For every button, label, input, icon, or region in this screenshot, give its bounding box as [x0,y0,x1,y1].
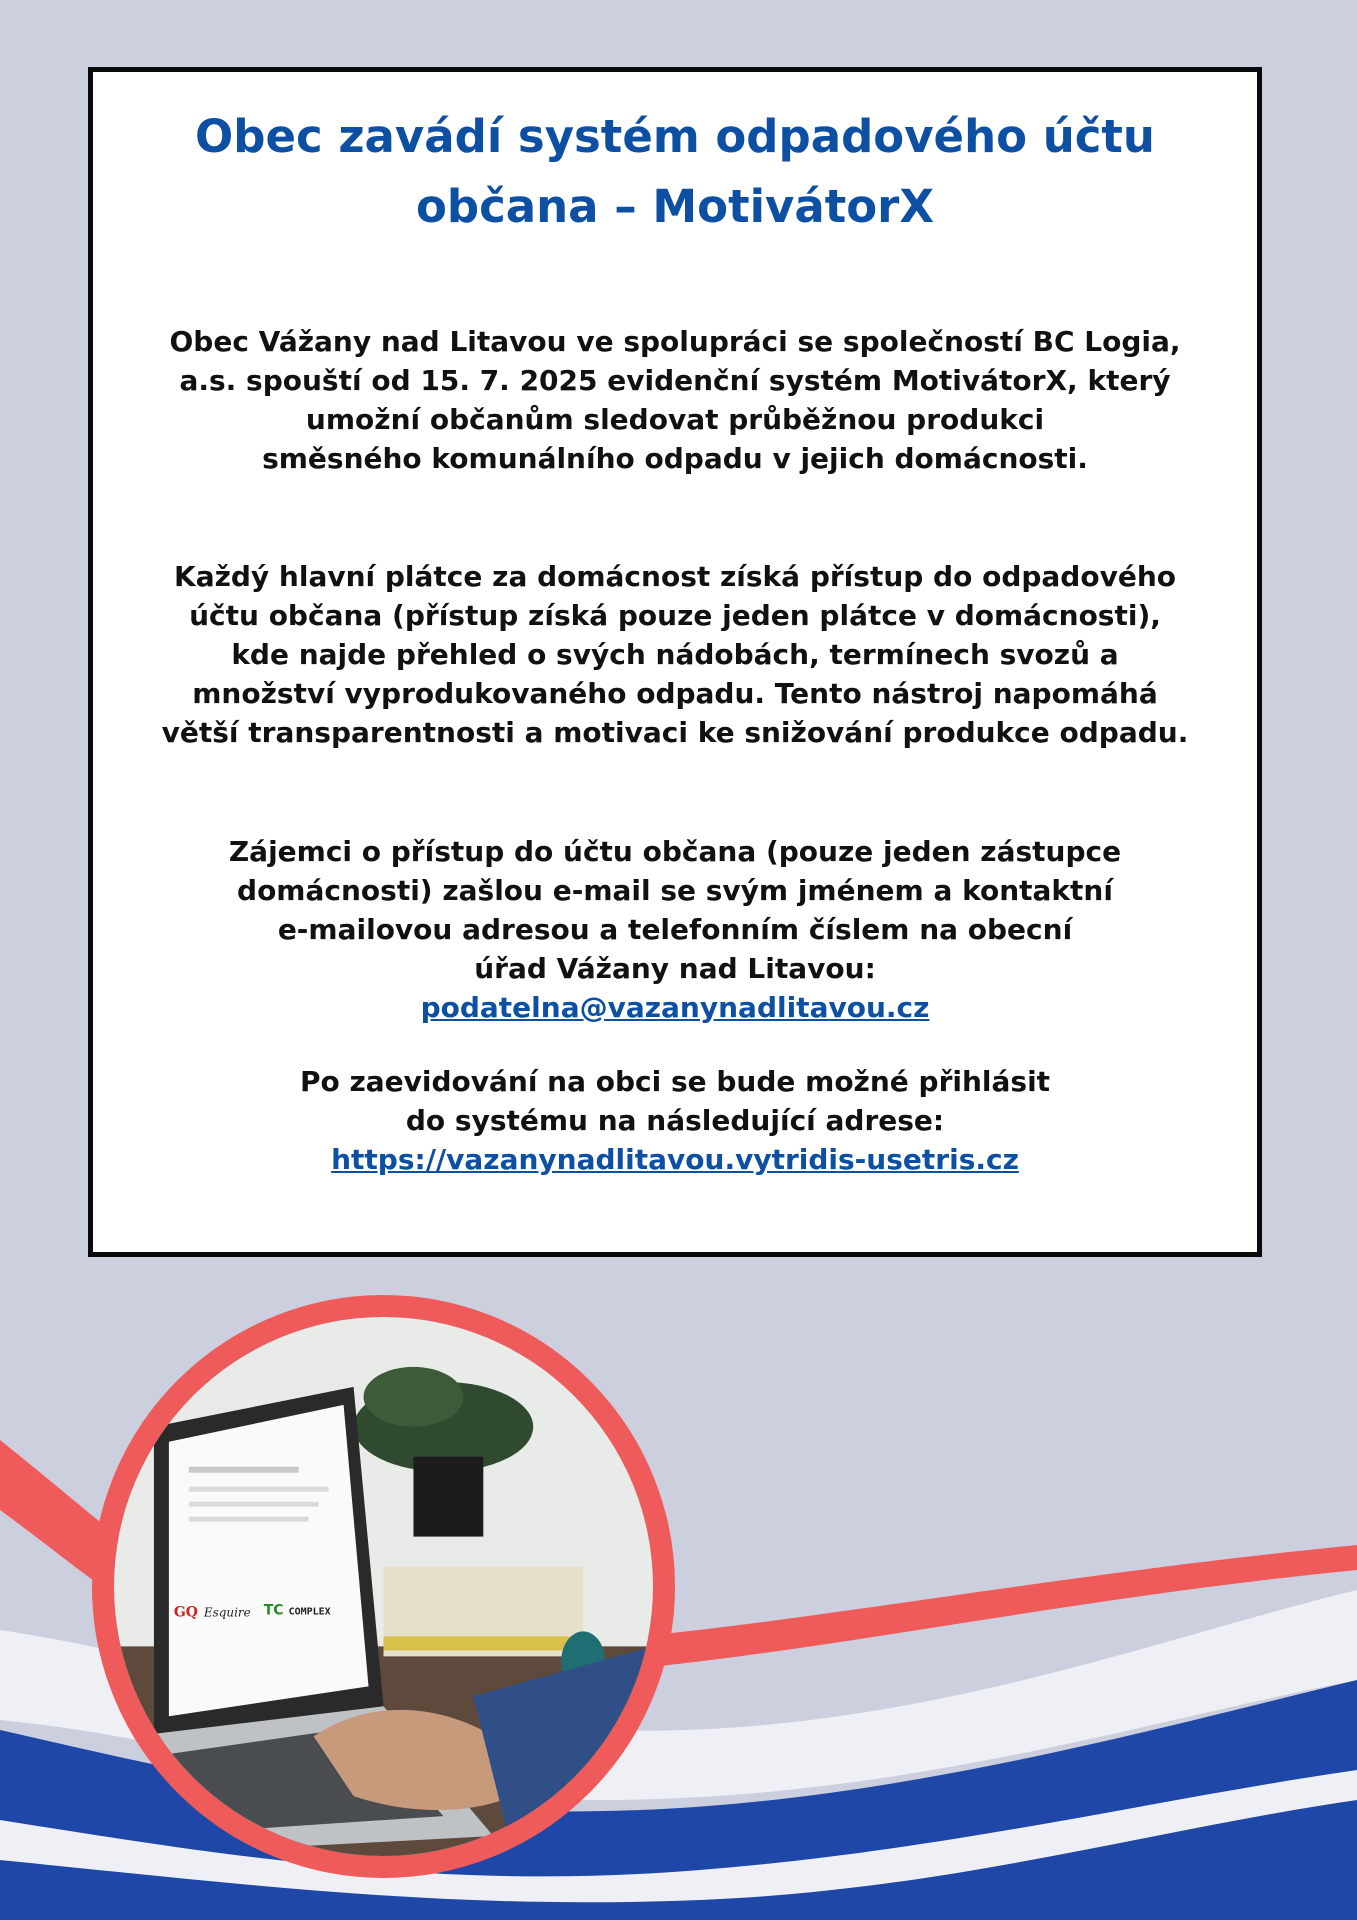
logo-gq: GQ [173,1604,198,1621]
text-fragment: úřad Vážany nad Litavou: [474,952,876,985]
laptop-screen [169,1405,369,1716]
text-line: účtu občana (přístup získá pouze jeden plátce v domácnosti), [189,599,1161,632]
text-line: a.s. spouští od 15. 7. 2025 evidenční systém MotivátorX, který [179,364,1171,397]
text-line: e-mailovou adresou a telefonním číslem na obecní [277,913,1073,946]
text-line: množství vyprodukovaného odpadu. Tento nástroj napomáhá [192,677,1158,710]
email-link[interactable]: podatelna@vazanynadlitavou.cz [420,991,930,1024]
text-line: umožní občanům sledovat průběžnou produkci [305,403,1045,436]
screen-text-block [189,1517,309,1522]
page-title [93,102,1257,242]
text-line: směsného komunálního odpadu v jejich domácnosti. [262,442,1088,475]
text-line: Po zaevidování na obci se bude možné přihlásit [299,1065,1051,1098]
paragraph-intro [93,322,1257,478]
plant-pot [413,1457,483,1537]
book-stack-edge [384,1636,584,1650]
laptop-photo [92,1295,675,1878]
plant-leaves [364,1367,464,1427]
logo-esquire: Esquire [203,1605,251,1620]
logo-tc: TC [263,1602,284,1619]
text-line: Každý hlavní plátce za domácnost získá přístup do odpadového [174,560,1176,593]
system-url-link[interactable]: https://vazanynadlitavou.vytridis-usetris.cz [331,1143,1019,1176]
paragraph-request [93,832,1257,1027]
text-line: domácnosti) zašlou e-mail se svým jménem a kontaktní [237,874,1113,907]
screen-text-block [189,1487,329,1492]
title-line-2: občana – MotivátorX [415,180,935,233]
laptop-photo-illustration [114,1317,653,1856]
text-line: větší transparentnosti a motivaci ke snižování produkce odpadu. [161,716,1189,749]
logo-complex: COMPLEX [288,1606,331,1618]
screen-text-block [189,1502,319,1507]
text-line: kde najde přehled o svých nádobách, termínech svozů a [231,638,1119,671]
text-line-with-email [93,949,1257,1027]
announcement-card [88,67,1262,1257]
paragraph-access [93,557,1257,752]
title-line-1: Obec zavádí systém odpadového účtu [195,110,1155,163]
text-line-with-url [93,1140,1257,1179]
text-line: Obec Vážany nad Litavou ve spolupráci se společností BC Logia, [169,325,1181,358]
paragraph-login [93,1062,1257,1179]
text-line: Zájemci o přístup do účtu občana (pouze jeden zástupce [228,835,1122,868]
text-line: do systému na následující adrese: [405,1104,945,1137]
screen-text-block [189,1467,299,1473]
